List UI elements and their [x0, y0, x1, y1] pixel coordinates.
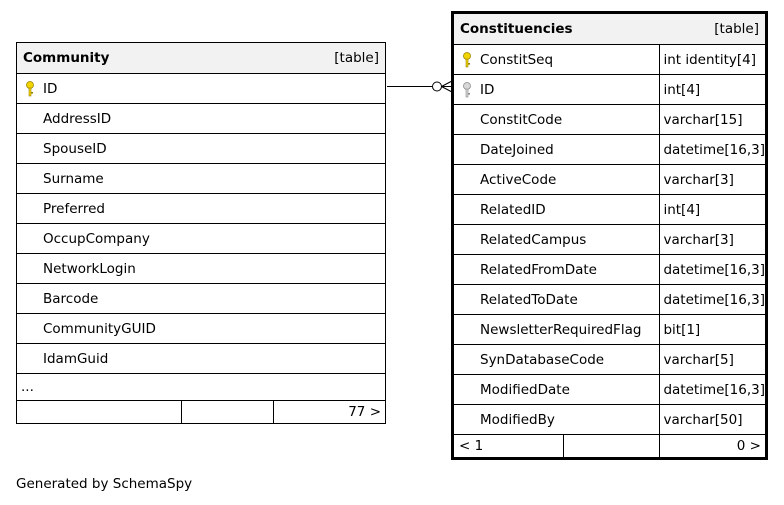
table-row[interactable] [17, 104, 386, 134]
field-type: varchar[3] [660, 225, 767, 255]
field-type: varchar[15] [660, 105, 767, 135]
field-type: varchar[3] [660, 165, 767, 195]
field-type: bit[1] [660, 315, 767, 345]
field-type: datetime[16,3] [660, 285, 767, 315]
field-type: datetime[16,3] [660, 375, 767, 405]
table-name[interactable]: Community [17, 43, 274, 74]
table-row[interactable] [17, 194, 386, 224]
table-footer [453, 435, 767, 459]
more-columns-row[interactable] [17, 374, 386, 401]
field-name[interactable]: Barcode [17, 284, 386, 314]
community-table[interactable] [16, 42, 386, 424]
table-row[interactable] [453, 75, 767, 105]
field-name[interactable]: ConstitCode [453, 105, 660, 135]
field-name[interactable]: Preferred [17, 194, 386, 224]
table-row[interactable] [17, 344, 386, 374]
footer-rows [182, 401, 274, 424]
generated-by-credit: Generated by SchemaSpy [16, 476, 193, 492]
field-type: varchar[5] [660, 345, 767, 375]
table-row[interactable] [17, 74, 386, 104]
table-row[interactable] [17, 134, 386, 164]
constituencies-table[interactable] [451, 11, 768, 460]
table-row[interactable] [453, 45, 767, 75]
table-name[interactable]: Constituencies [453, 13, 660, 45]
field-type: int[4] [660, 195, 767, 225]
table-row[interactable] [453, 405, 767, 435]
table-row[interactable] [453, 285, 767, 315]
table-row[interactable] [453, 165, 767, 195]
field-name[interactable]: RelatedCampus [453, 225, 660, 255]
table-row[interactable] [17, 284, 386, 314]
field-type: varchar[50] [660, 405, 767, 435]
field-name[interactable]: DateJoined [453, 135, 660, 165]
field-name[interactable]: RelatedFromDate [453, 255, 660, 285]
field-name[interactable]: SynDatabaseCode [453, 345, 660, 375]
table-row[interactable] [17, 314, 386, 344]
primary-key-icon [25, 81, 35, 97]
field-type: int[4] [660, 75, 767, 105]
field-name[interactable]: CommunityGUID [17, 314, 386, 344]
table-type-tag: [table] [274, 43, 386, 74]
table-row[interactable] [453, 195, 767, 225]
table-row[interactable] [453, 315, 767, 345]
table-footer [17, 401, 386, 424]
field-type: datetime[16,3] [660, 255, 767, 285]
field-name[interactable]: ActiveCode [453, 165, 660, 195]
field-name[interactable]: ID [17, 74, 386, 104]
foreign-key-icon [462, 82, 472, 98]
table-row[interactable] [17, 164, 386, 194]
field-name[interactable]: ConstitSeq [453, 45, 660, 75]
primary-key-icon [462, 52, 472, 68]
more-columns-ellipsis[interactable]: ... [17, 374, 386, 401]
field-name[interactable]: Surname [17, 164, 386, 194]
field-name[interactable]: AddressID [17, 104, 386, 134]
table-row[interactable] [453, 255, 767, 285]
footer-rows [564, 435, 660, 459]
field-name[interactable]: NetworkLogin [17, 254, 386, 284]
footer-children[interactable]: 0 > [660, 435, 767, 459]
field-name[interactable]: ModifiedBy [453, 405, 660, 435]
field-name[interactable]: IdamGuid [17, 344, 386, 374]
constituencies-header [453, 13, 767, 45]
field-name[interactable]: SpouseID [17, 134, 386, 164]
footer-parents[interactable]: < 1 [453, 435, 564, 459]
table-row[interactable] [17, 254, 386, 284]
table-row[interactable] [453, 135, 767, 165]
field-name[interactable]: RelatedID [453, 195, 660, 225]
table-row[interactable] [453, 345, 767, 375]
field-name[interactable]: RelatedToDate [453, 285, 660, 315]
field-type: int identity[4] [660, 45, 767, 75]
field-name[interactable]: ID [453, 75, 660, 105]
field-name[interactable]: OccupCompany [17, 224, 386, 254]
footer-parents [17, 401, 182, 424]
field-name[interactable]: NewsletterRequiredFlag [453, 315, 660, 345]
table-row[interactable] [17, 224, 386, 254]
table-row[interactable] [453, 105, 767, 135]
table-row[interactable] [453, 375, 767, 405]
table-type-tag: [table] [660, 13, 767, 45]
field-name[interactable]: ModifiedDate [453, 375, 660, 405]
community-header [17, 43, 386, 74]
footer-children[interactable]: 77 > [274, 401, 386, 424]
field-type: datetime[16,3] [660, 135, 767, 165]
table-row[interactable] [453, 225, 767, 255]
